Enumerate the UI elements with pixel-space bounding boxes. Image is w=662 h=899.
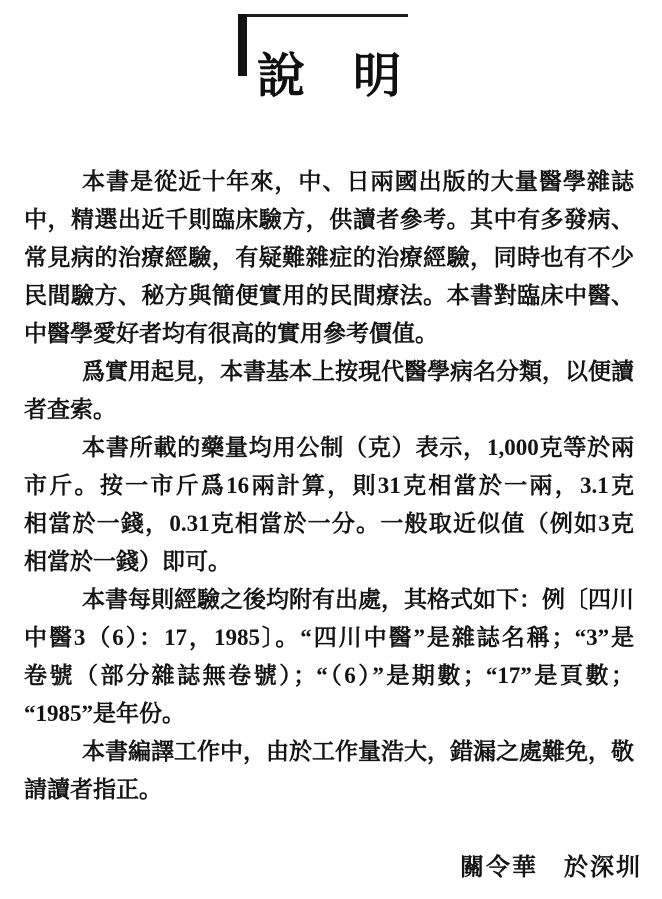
text-line: 本書編譯工作中，由於工作量浩大，錯漏之處難免，敬 [82, 739, 634, 764]
text-line: 本書每則經驗之後均附有出處，其格式如下：例〔四川 [82, 587, 634, 612]
title-top-rule [247, 14, 408, 17]
text-line: “1985”是年份。 [24, 701, 185, 726]
text-line: 市斤。按一市斤爲16兩計算，則31克相當於一兩，3.1克 [24, 473, 634, 498]
page-title: 說 明 [257, 50, 402, 104]
text-line: 相當於一錢，0.31克相當於一分。一般取近似值（例如3克 [24, 511, 634, 536]
title-left-bar-rule [238, 14, 247, 76]
author-signature: 關令華 於深圳 [460, 855, 642, 881]
text-line: 中醫3（6）：17，1985〕。“四川中醫”是雜誌名稱；“3”是 [24, 625, 634, 650]
text-line: 卷號（部分雜誌無卷號）；“（6）”是期數；“17”是頁數； [24, 663, 634, 688]
document-body [24, 163, 634, 809]
text-line: 民間驗方、秘方與簡便實用的民間療法。本書對臨床中醫、 [24, 283, 634, 308]
text-line: 相當於一錢）即可。 [24, 549, 231, 574]
text-line: 中醫學愛好者均有很高的實用參考價值。 [24, 321, 438, 346]
text-line: 中，精選出近千則臨床驗方，供讀者參考。其中有多發病、 [24, 207, 634, 232]
text-line: 請讀者指正。 [24, 777, 162, 802]
text-line: 爲實用起見，本書基本上按現代醫學病名分類，以便讀 [82, 359, 634, 384]
text-line: 常見病的治療經驗，有疑難雜症的治療經驗，同時也有不少 [24, 245, 634, 270]
text-line: 本書所載的藥量均用公制（克）表示，1,000克等於兩 [82, 435, 634, 460]
text-line: 者查索。 [24, 397, 116, 422]
text-line: 本書是從近十年來，中、日兩國出版的大量醫學雜誌 [82, 169, 634, 194]
